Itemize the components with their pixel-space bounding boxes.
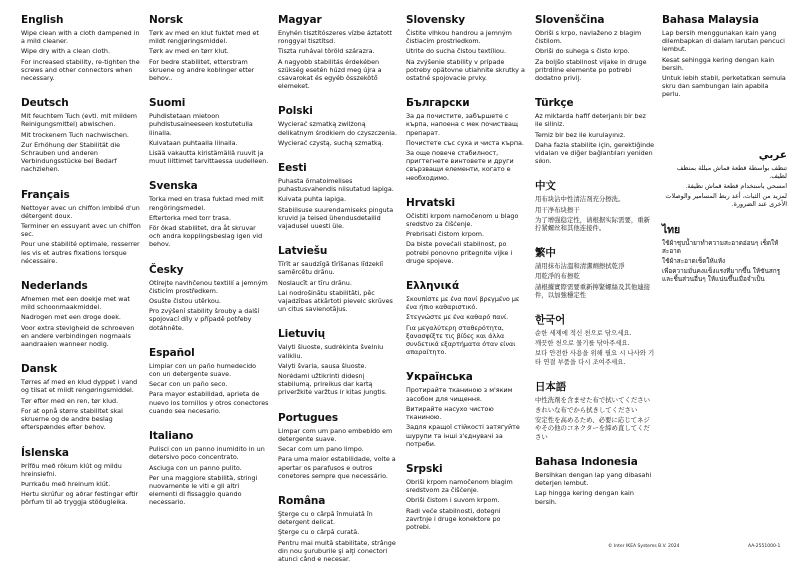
instruction-text: Wipe dry with a clean cloth. [21, 47, 111, 56]
instruction-text: Para mayor estabilidad, aprieta de nuevo los tornillos y otros conectores cuando sea necesario. [149, 390, 269, 415]
instruction-text: Torka med en trasa fuktad med milt rengöringsmedel. [149, 195, 264, 212]
instruction-text: Wipe clean with a cloth dampened in a mild cleaner. [21, 29, 140, 46]
instruction-text: Zur Erhöhung der Stabilität die Schrauben und anderen Verbindungsstücke bei Bedarf nachziehen. [21, 140, 121, 174]
instruction-text: Za boljšo stabilnost vijake in druge pritrdilne elemente po potrebi dodatno privij. [535, 57, 647, 83]
language-section [278, 105, 398, 147]
language-heading: Latviešu [278, 245, 328, 258]
instruction-text: Per una maggiore stabilità, stringi nuovamente le viti e gli altri elementi di fissaggio quando necessario. [149, 473, 258, 507]
document-id: AA-2551000-1 [748, 544, 781, 549]
instruction-text: Osušte čistou utěrkou. [149, 297, 221, 306]
instruction-text: For bedre stabilitet, etterstram skruene og andre koblinger etter behov.. [149, 57, 255, 83]
instruction-text: Kuivata puhta lapiga. [278, 195, 346, 204]
instruction-text: Kesat sehingga kering dengan kain bersih. [662, 55, 775, 72]
instruction-text: Valyti švaria, sausa šluoste. [278, 361, 367, 370]
instruction-text: Obriši krpom namočenom blagim sredstvom za čišćenje. [406, 477, 513, 495]
instruction-text: Почистете със суха и чиста кърпа. [406, 138, 524, 147]
column [149, 14, 269, 522]
language-heading: Ελληνικά [406, 280, 460, 293]
language-section [278, 328, 398, 396]
language-heading: Bahasa Indonesia [535, 455, 638, 468]
instruction-text: Da biste povećali stabilnost, po potrebi ponovno pritegnite vijke i druge spojeve. [406, 240, 513, 265]
language-section [149, 430, 269, 506]
language-heading: Česky [149, 263, 184, 276]
language-heading: 日本語 [535, 380, 567, 393]
language-section [149, 180, 269, 248]
language-section [21, 97, 141, 173]
instruction-text: Čistite vlhkou handrou a jemným čistiacim prostriedkom. [406, 29, 512, 46]
instruction-text: Hertu skrúfur og aðrar festingar eftir þörfum til að tryggja stöðugleika. [21, 490, 139, 507]
language-heading: 中文 [535, 180, 556, 193]
instruction-text: Για μεγαλύτερη σταθερότητα, ξανασφίξτε τις βίδες και άλλα συνδετικά εξαρτήματα όταν είναι απαραίτητο. [406, 323, 516, 357]
language-section [278, 162, 398, 230]
instruction-text: Lap bersih menggunakan kain yang dilembapkan di dalam larutan pencuci lembut. [662, 29, 785, 54]
instruction-text: Afnemen met een doekje met wat mild schoonmaakmiddel. [21, 295, 130, 312]
language-section [406, 14, 526, 82]
language-heading: Lietuvių [278, 328, 326, 341]
instruction-text: きれいな布でから拭きしてください [535, 406, 638, 415]
instruction-text: За да почистите, забършете с кърпа, напоена с мек почистващ препарат. [406, 112, 518, 137]
instruction-text: Pour une stabilité optimale, resserrer les vis et autres fixations lorsque nécessaire. [21, 240, 140, 265]
language-section [149, 264, 269, 332]
instruction-text: Tør efter med en ren, tør klud. [21, 396, 119, 405]
instruction-text: Pentru mai multă stabilitate, strânge din nou şuruburile şi alţi conectori atunci când e necesar. [278, 538, 396, 563]
instruction-text: Витирайте насухо чистою тканиною. [406, 404, 494, 422]
instruction-text: Στεγνώστε με ένα καθαρό πανί. [406, 313, 509, 322]
instruction-text: Az miktarda hafif deterjanlı bir bez ile siliniz. [535, 112, 646, 129]
instruction-text: 깨끗한 천으로 물기를 닦아주세요. [535, 339, 630, 348]
instruction-text: 为了增强稳定性，请根据实际需要，重新拧紧螺丝和其他连接件。 [535, 215, 651, 233]
language-section [149, 347, 269, 415]
copyright: © Inter IKEA Systems B.V. 2024 [608, 544, 680, 549]
instruction-text: Untuk lebih stabil, perketatkan semula skru dan sambungan lain apabila perlu. [662, 74, 786, 99]
language-heading: Polski [278, 105, 313, 118]
language-heading: Dansk [21, 363, 58, 376]
instruction-text: Secar con un paño seco. [149, 380, 228, 389]
language-section [278, 412, 398, 480]
instruction-text: За още повече стабилност, пригтегнете винтовете и други свързващи елементи, когато е необходимо. [406, 149, 514, 182]
instruction-text: Očistiti krpom namočenom u blago sredstvo za čišćenje. [406, 211, 519, 229]
language-heading: Italiano [149, 430, 194, 443]
instruction-text: Temiz bir bez ile kurulayınız. [535, 130, 626, 139]
instruction-text: Noslaucīt ar tīru drānu. [278, 278, 352, 287]
instruction-text: Norėdami užtikrinti didesnį stabilumą, prireikus dar kartą priveržkite varžtus ir kitas jungtis. [278, 372, 387, 397]
language-heading: Íslenska [21, 446, 69, 459]
instruction-text: Mit feuchtem Tuch (evtl. mit mildem Reinigungsmittel) abwischen. [21, 112, 137, 129]
language-section [535, 180, 655, 232]
instruction-text: Pulisci con un panno inumidito in un detersivo poco concentrato. [149, 445, 265, 462]
instruction-text: Nettoyer avec un chiffon imbibé d'un détergent doux. [21, 203, 140, 220]
language-heading: Portugues [278, 411, 339, 424]
language-section [278, 495, 398, 563]
language-heading: Slovensky [406, 14, 465, 26]
language-heading: Suomi [149, 97, 186, 110]
instruction-text: Radi veće stabilnosti, dotegni zavrtnje i druge konektore po potrebi. [406, 506, 501, 531]
instruction-text: Pro zvýšení stability šrouby a další spojovací díly v případě potřeby dotáhněte. [149, 307, 260, 332]
language-heading: Bahasa Malaysia [662, 14, 759, 26]
language-section [535, 14, 655, 82]
instruction-text: Wycierać czystą, suchą szmatką. [278, 138, 384, 147]
instruction-text: Daha fazla stabilite için, gerektiğinde vidaları ve diğer bağlantıları yeniden sıkın. [535, 140, 655, 166]
instruction-text: Voor extra stevigheid de schroeven en andere verbindingen nogmaals aandraaien wanneer nodig. [21, 323, 135, 349]
language-heading: Deutsch [21, 97, 69, 110]
language-section [406, 97, 526, 182]
language-section [21, 280, 141, 348]
language-heading: Français [21, 188, 70, 201]
instruction-text: Limpar com um pano embebido em detergente suave. [278, 426, 393, 443]
instruction-text: Limpiar con un paño humedecido con un detergente suave. [149, 361, 257, 379]
instruction-text: เพื่อความมั่นคงแข็งแรงที่มากขึ้น ให้ขันสกรูและชิ้นส่วนอื่นๆ ให้แน่นขึ้นเมื่อจำเป็น [662, 267, 781, 284]
language-heading: Srpski [406, 462, 443, 475]
language-heading: Nederlands [21, 280, 88, 293]
language-heading: Español [149, 346, 195, 359]
instruction-text: Задля кращої стійкості затягуйте шурупи та інші з'єднувачі за потреби. [406, 423, 520, 448]
instruction-text: Tīrīt ar saudzīgā tīrīšanas līdzeklī samērcētu drānu. [278, 260, 384, 277]
column [406, 14, 526, 546]
language-section [149, 14, 269, 82]
language-section [278, 245, 398, 313]
instruction-text: Þurrkaðu með hreinum klút. [21, 479, 111, 488]
instruction-text: Bersihkan dengan lap yang dibasahi deterjen lembut. [535, 470, 652, 488]
instruction-text: A nagyobb stabilitás érdekében szükség esetén húzd meg újra a csavarokat és egyéb összekötő elemeket. [278, 57, 382, 91]
instruction-text: Na zvýšenie stability v prípade potreby opätovne utiahnite skrutky a ostatné spojovacie prvky. [406, 57, 525, 83]
instruction-text: Wycierać szmatką zwilżoną delikatnym środkiem do czyszczenia. [278, 120, 397, 137]
language-heading: Magyar [278, 14, 322, 26]
language-section [535, 247, 655, 299]
language-heading: Türkçe [535, 97, 574, 110]
instruction-text: 用乾淨的布擦乾 [535, 272, 580, 281]
instruction-text: Obriši čistom i suvom krpom. [406, 496, 500, 505]
instruction-text: لمزيد من الثبات، أعد ربط المسامير والوصلات الأخرى عند الضرورة. [665, 192, 787, 209]
instruction-text: Terminer en essuyant avec un chiffon sec. [21, 222, 141, 239]
language-heading: English [21, 14, 64, 26]
instruction-text: Þrífðu með rökum klút og mildu hreinsiefni. [21, 461, 122, 478]
instruction-text: 請根據實際需要重新擰緊螺絲及其他連接件，以加強穩定性 [535, 282, 651, 299]
language-section [406, 463, 526, 531]
instruction-text: Obriši do suhega s čisto krpo. [535, 47, 630, 56]
language-section [662, 14, 787, 99]
language-section [406, 280, 526, 356]
instruction-text: Secar com um pano limpo. [278, 445, 364, 454]
language-heading: 한국어 [535, 314, 566, 327]
instruction-text: 用干净布块擦干 [535, 205, 580, 214]
instruction-text: Lap hingga kering dengan kain bersih. [535, 489, 634, 506]
language-section [662, 224, 787, 284]
instruction-text: Tørres af med en klud dyppet i vand og tilsat et mildt rengøringsmiddel. [21, 378, 138, 395]
column [662, 14, 787, 299]
language-section [662, 149, 787, 209]
language-heading: Українська [406, 371, 473, 384]
language-heading: ไทย [662, 223, 681, 236]
instruction-text: Şterge cu o cârpă curată. [278, 528, 360, 537]
language-section [21, 189, 141, 265]
column [535, 14, 655, 521]
language-section [149, 97, 269, 165]
instruction-text: Σκουπίστε με ένα πανί βρεγμένο με ένα ήπιο καθαριστικό. [406, 295, 520, 312]
instruction-text: 用布块沾中性清洁剂充分擦洗。 [535, 195, 625, 204]
language-section [535, 381, 655, 441]
instruction-text: Stabiilsuse suurendamiseks pinguta kruvid ja teised ühendusdetailid vajadusel uuesti üle. [278, 205, 394, 231]
instruction-text: For at opnå større stabilitet skal skruerne og de andre beslag efterspændes efter behov. [21, 406, 123, 432]
instruction-text: Eftertorka med torr trasa. [149, 213, 231, 222]
instruction-text: 安定性を高めるため、必要に応じてネジやその他のコネクターを締め直してください [535, 416, 650, 441]
instruction-text: ใช้ผ้าชุบน้ำยาทำความสะอาดอ่อนๆ เช็ดให้สะอาด [662, 238, 779, 255]
instruction-text: Utrite do sucha čistou textíliou. [406, 47, 506, 56]
instruction-text: Şterge cu o cârpă înmuiată în detergent delicat. [278, 509, 373, 527]
language-heading: 繁中 [535, 247, 556, 260]
instruction-text: För ökad stabilitet, dra åt skruvar och andra kopplingsbeslag igen vid behov. [149, 224, 263, 249]
instruction-text: Nadrogen met een droge doek. [21, 313, 121, 322]
language-section [406, 197, 526, 265]
language-section [535, 97, 655, 165]
instruction-text: تنظف بواسطة قطعة قماش مبللة بمنظف لطيف. [676, 163, 787, 180]
language-heading: Norsk [149, 14, 183, 26]
language-heading: Hrvatski [406, 196, 455, 209]
instruction-text: 보다 안전한 사용을 위해 필요 시 나사와 기타 연결 부품을 다시 조여주세요. [535, 349, 655, 366]
language-section [278, 14, 398, 90]
instruction-text: Tørk av med en tørr klut. [149, 47, 229, 56]
language-heading: Româna [278, 494, 326, 507]
instruction-text: Mit trockenem Tuch nachwischen. [21, 130, 129, 139]
instruction-text: 中性洗剤を含ませた布で拭いてください [535, 395, 651, 404]
instruction-text: Протирайте тканиною з м'яким засобом для чищення. [406, 386, 513, 403]
language-section [535, 314, 655, 366]
instruction-text: 請用抹布沾溫和清潔劑擦拭乾淨 [535, 262, 625, 271]
instruction-text: ใช้ผ้าสะอาดเช็ดให้แห้ง [662, 257, 726, 266]
language-section [535, 456, 655, 506]
language-section [21, 14, 141, 82]
language-heading: Slovenščina [535, 14, 605, 26]
instruction-text: Lisää vakautta kiristämällä ruuvit ja muut liittimet tarvittaessa uudelleen. [149, 149, 269, 166]
instruction-text: Enyhén tisztítószeres vízbe áztatott ronggyal tisztítsd. [278, 29, 393, 46]
column [278, 14, 398, 578]
instruction-text: Otírejte navlhčenou textilií a jemným čisticím prostředkem. [149, 278, 268, 295]
instruction-text: Puhasta õrnatoimelises puhastusvahendis niisutatud lapiga. [278, 177, 394, 194]
instruction-text: 순한 세제에 적신 천으로 닦으세요. [535, 329, 632, 338]
instruction-text: Lai nodrošinātu stabilitāti, pēc vajadzības atkārtoti pievelc skrūves un citus savienotājus. [278, 288, 393, 314]
instruction-text: Tørk av med en klut fuktet med et mildt rengjøringsmiddel. [149, 29, 259, 46]
language-section [21, 447, 141, 507]
language-heading: عربي [758, 148, 787, 161]
language-section [406, 371, 526, 447]
instruction-text: Obriši s krpo, navlaženo z blagim čistilom. [535, 29, 642, 46]
instruction-text: For increased stability, re-tighten the screws and other connectors when necessary. [21, 57, 140, 83]
language-heading: Български [406, 97, 470, 110]
language-heading: Eesti [278, 162, 307, 175]
instruction-text: Valyti šluoste, sudrėkinta švelniu valikliu. [278, 343, 384, 360]
language-heading: Svenska [149, 180, 198, 193]
instruction-text: Tiszta ruhával töröld szárazra. [278, 47, 375, 56]
instruction-text: Asciuga con un panno pulito. [149, 463, 242, 472]
instruction-text: Prebrisati čistom krpom. [406, 230, 485, 239]
instruction-text: امسحي باستخدام قطعة قماش نظيفة. [685, 182, 787, 191]
column [21, 14, 141, 522]
language-section [21, 363, 141, 431]
instruction-text: Kuivataan puhtaalla liinalla. [149, 138, 238, 147]
instruction-text: Para uma maior estabilidade, volte a apertar os parafusos e outros conetores sempre que necessário. [278, 455, 396, 480]
instruction-text: Puhdistetaan mietoon puhdistusaineeseen kostutetulla liinalla. [149, 112, 253, 137]
